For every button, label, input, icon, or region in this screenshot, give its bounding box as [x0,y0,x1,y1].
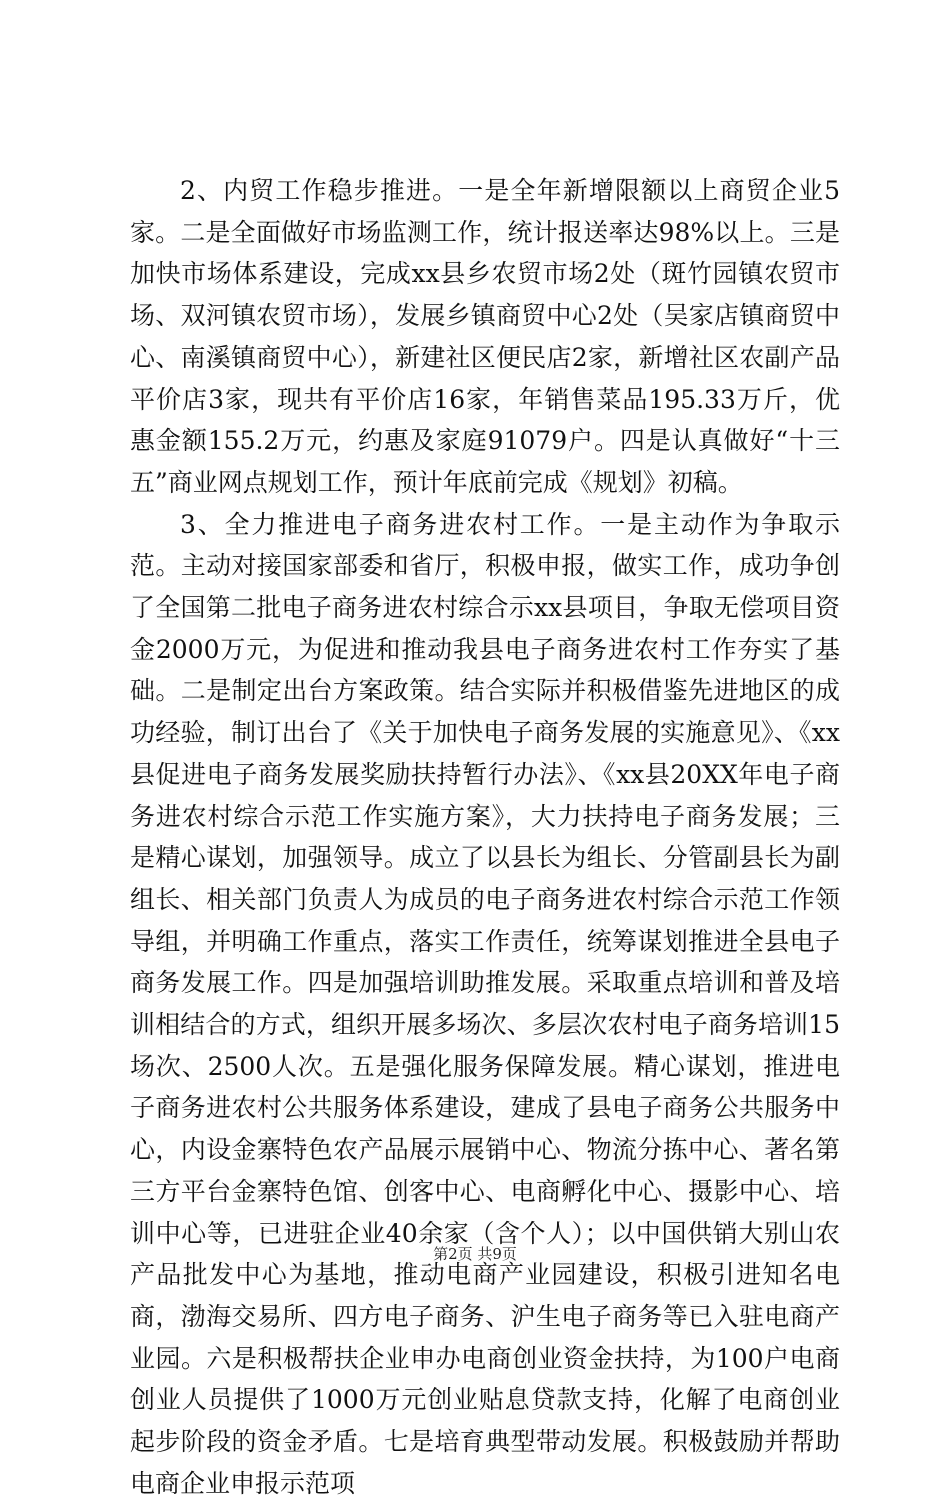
document-body [130,170,840,1505]
paragraph-domestic-trade: 2、内贸工作稳步推进。一是全年新增限额以上商贸企业5家。二是全面做好市场监测工作，统计报送率达98%以上。三是加快市场体系建设，完成xx县乡农贸市场2处（斑竹园镇农贸市场、双河镇农贸市场），发展乡镇商贸中心2处（吴家店镇商贸中心、南溪镇商贸中心），新建社区便民店2家，新增社区农副产品平价店3家，现共有平价店16家，年销售菜品195.33万斤，优惠金额155.2万元，约惠及家庭91079户。四是认真做好“十三五”商业网点规划工作，预计年底前完成《规划》初稿。 [130,176,840,497]
paragraph-ecommerce-rural: 3、全力推进电子商务进农村工作。一是主动作为争取示范。主动对接国家部委和省厅，积极申报，做实工作，成功争创了全国第二批电子商务进农村综合示xx县项目，争取无偿项目资金2000万元，为促进和推动我县电子商务进农村工作夯实了基础。二是制定出台方案政策。结合实际并积极借鉴先进地区的成功经验，制订出台了《关于加快电子商务发展的实施意见》、《xx县促进电子商务发展奖励扶持暂行办法》、《xx县20XX年电子商务进农村综合示范工作实施方案》，大力扶持电子商务发展；三是精心谋划，加强领导。成立了以县长为组长、分管副县长为副组长、相关部门负责人为成员的电子商务进农村综合示范工作领导组，并明确工作重点，落实工作责任，统筹谋划推进全县电子商务发展工作。四是加强培训助推发展。采取重点培训和普及培训相结合的方式，组织开展多场次、多层次农村电子商务培训15场次、2500人次。五是强化服务保障发展。精心谋划，推进电子商务进农村公共服务体系建设，建成了县电子商务公共服务中心，内设金寨特色农产品展示展销中心、物流分拣中心、著名第三方平台金寨特色馆、创客中心、电商孵化中心、摄影中心、培训中心等，已进驻企业40余家（含个人）；以中国供销大别山农产品批发中心为基地，推动电商产业园建设，积极引进知名电商，渤海交易所、四方电子商务、沪生电子商务等已入驻电商产业园。六是积极帮扶企业申办电商创业资金扶持，为100户电商创业人员提供了1000万元创业贴息贷款支持，化解了电商创业起步阶段的资金矛盾。七是培育典型带动发展。积极鼓励并帮助电商企业申报示范项 [130,509,840,1498]
page-number-footer: 第2页 共9页 [433,1245,517,1263]
